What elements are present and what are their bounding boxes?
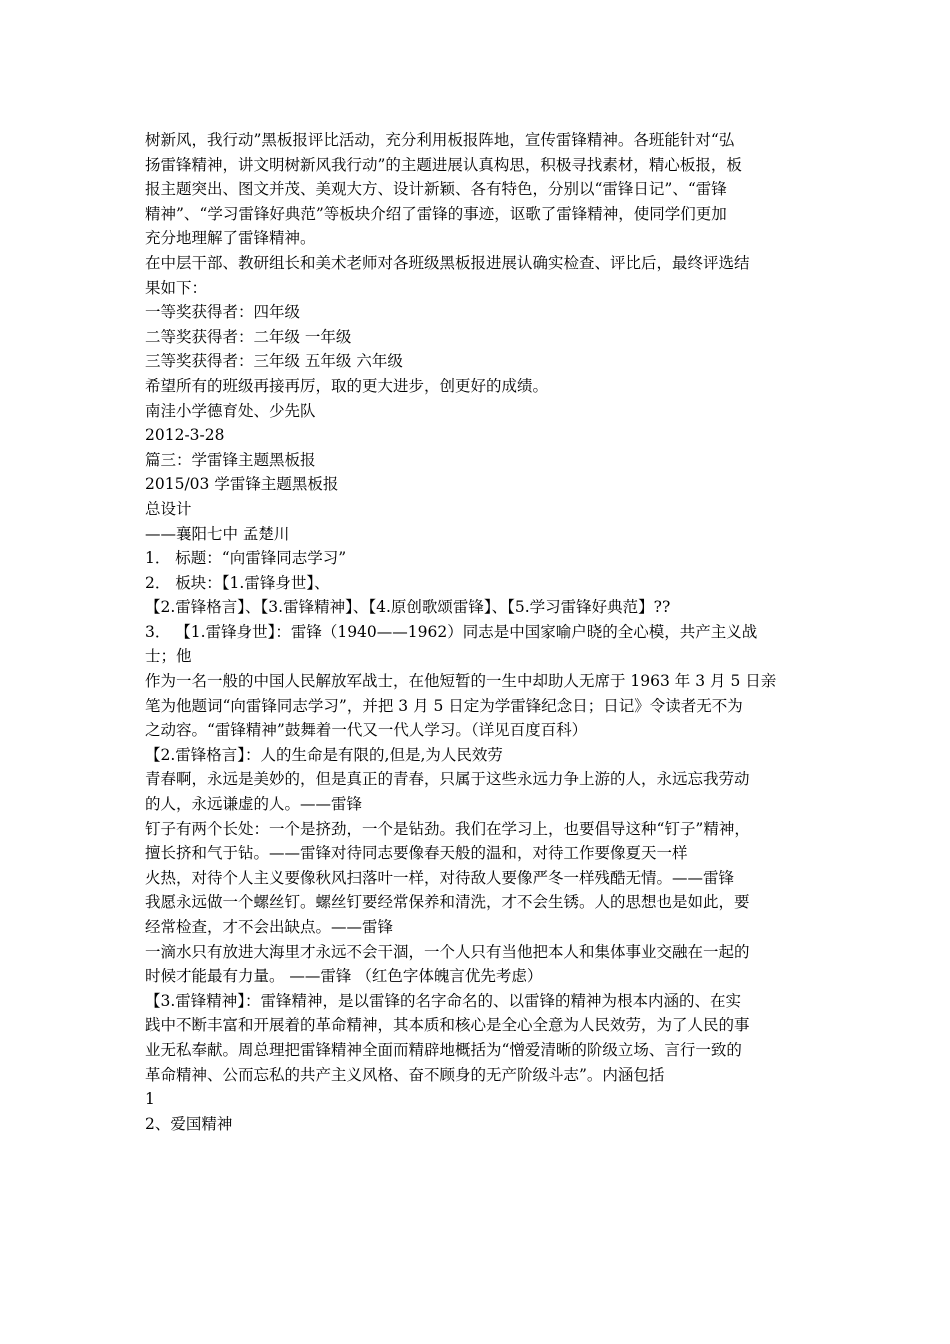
text-line: 在中层干部、教研组长和美术老师对各班级黑板报进展认确实检查、评比后，最终评选结 xyxy=(145,253,750,272)
text-line: 笔为他题词“向雷锋同志学习”，并把 3 月 5 日定为学雷锋纪念日；日记》令读者无不为 xyxy=(145,696,743,715)
text-line: 篇三：学雷锋主题黑板报 xyxy=(145,450,316,469)
text-line: 2． 板块：【1.雷锋身世】、 xyxy=(145,573,330,592)
text-line: 我愿永远做一个螺丝钉。螺丝钉要经常保养和清洗，才不会生锈。人的思想也是如此，要 xyxy=(145,893,750,912)
text-line: 果如下： xyxy=(145,278,208,297)
text-line: 报主题突出、图文并茂、美观大方、设计新颖、各有特色，分别以“雷锋日记”、“雷锋 xyxy=(145,180,727,199)
text-line: 总设计 xyxy=(145,499,192,518)
text-line: 充分地理解了雷锋精神。 xyxy=(145,229,316,248)
text-line: 之动容。“雷锋精神”鼓舞着一代又一代人学习。（详见百度百科） xyxy=(145,721,588,740)
text-line: 【2.雷锋格言】：人的生命是有限的,但是,为人民效劳 xyxy=(145,745,503,764)
text-line: 扬雷锋精神，讲文明树新风我行动”的主题进展认真构思，积极寻找素材，精心板报，板 xyxy=(145,155,742,174)
text-line: 业无私奉献。周总理把雷锋精神全面而精辟地概括为“憎爱清晰的阶级立场、言行一致的 xyxy=(145,1040,742,1059)
text-line: 火热，对待个人主义要像秋风扫落叶一样，对待敌人要像严冬一样残酷无情。——雷锋 xyxy=(145,868,735,887)
text-line: 青春啊，永远是美妙的，但是真正的青春，只属于这些永远力争上游的人，永远忘我劳动 xyxy=(145,770,750,789)
text-line: 【2.雷锋格言】、【3.雷锋精神】、【4.原创歌颂雷锋】、【5.学习雷锋好典范】?? xyxy=(145,598,671,617)
text-line: 2015/03 学雷锋主题黑板报 xyxy=(145,475,339,494)
text-line: 【3.雷锋精神】：雷锋精神，是以雷锋的名字命名的、以雷锋的精神为根本内涵的、在实 xyxy=(145,991,742,1010)
text-line: 树新风，我行动”黑板报评比活动，充分利用板报阵地，宣传雷锋精神。各班能针对“弘 xyxy=(145,131,735,149)
text-line: ——襄阳七中 孟楚川 xyxy=(145,524,290,543)
text-line: 作为一名一般的中国人民解放军战士，在他短暂的一生中却助人无席于 1963 年 3 月 5 日亲 xyxy=(145,672,777,691)
document-body xyxy=(145,128,815,1136)
text-line: 士；他 xyxy=(145,647,192,666)
text-line: 2、爱国精神 xyxy=(145,1114,233,1133)
text-line: 1． 标题：“向雷锋同志学习” xyxy=(145,549,347,568)
text-line: 希望所有的班级再接再厉，取的更大进步，创更好的成绩。 xyxy=(145,376,549,395)
text-line: 二等奖获得者：二年级 一年级 xyxy=(145,327,352,346)
text-line: 时候才能最有力量。 ——雷锋 （红色字体魄言优先考虑） xyxy=(145,967,543,986)
text-line: 2012-3-28 xyxy=(145,426,225,445)
text-line: 革命精神、公而忘私的共产主义风格、奋不顾身的无产阶级斗志”。内涵包括 xyxy=(145,1065,665,1084)
text-line: 精神”、“学习雷锋好典范”等板块介绍了雷锋的事迹，讴歌了雷锋精神，使同学们更加 xyxy=(145,204,727,223)
text-line: 一等奖获得者：四年级 xyxy=(145,303,301,322)
text-line: 的人，永远谦虚的人。——雷锋 xyxy=(145,795,363,814)
text-line: 钉子有两个长处：一个是挤劲，一个是钻劲。我们在学习上，也要倡导这种“钉子”精神， xyxy=(145,819,750,838)
text-line: 践中不断丰富和开展着的革命精神，其本质和核心是全心全意为人民效劳，为了人民的事 xyxy=(145,1016,750,1035)
text-line: 1 xyxy=(145,1090,155,1109)
text-line: 南洼小学德育处、少先队 xyxy=(145,401,316,420)
text-line: 一滴水只有放进大海里才永远不会干涸，一个人只有当他把本人和集体事业交融在一起的 xyxy=(145,942,750,961)
text-line: 3． 【1.雷锋身世】：雷锋（1940——1962）同志是中国家喻户晓的全心模，共产主义战 xyxy=(145,622,758,641)
text-line: 经常检查，才不会出缺点。——雷锋 xyxy=(145,918,394,936)
text-line: 三等奖获得者：三年级 五年级 六年级 xyxy=(145,352,403,371)
text-line: 擅长挤和气于钻。——雷锋对待同志要像春天般的温和，对待工作要像夏天一样 xyxy=(145,844,688,863)
